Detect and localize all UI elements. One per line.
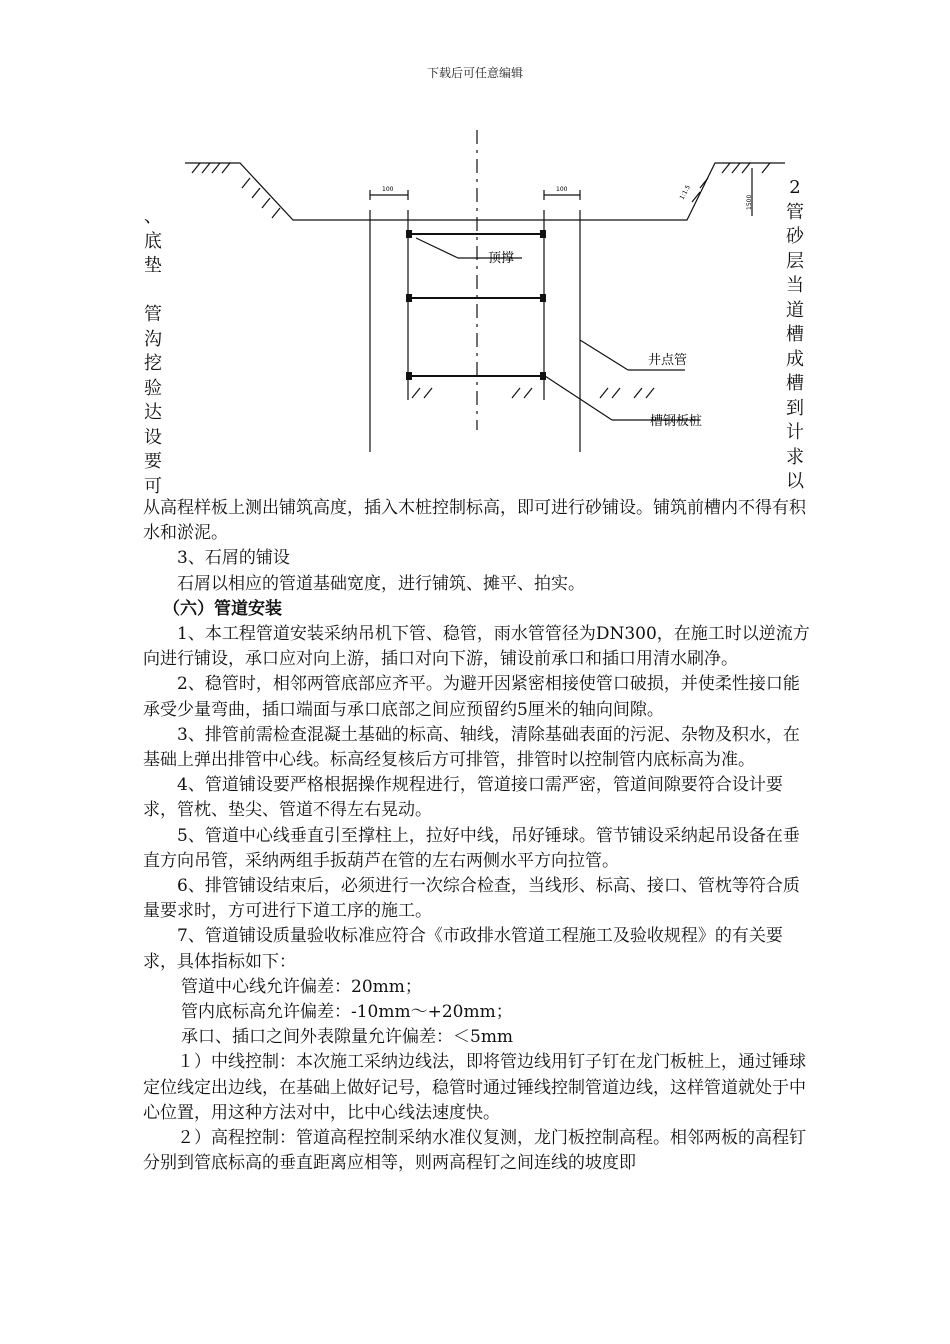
dim-left: 100 xyxy=(382,186,394,193)
ground-hatch-left xyxy=(192,163,280,218)
paragraph: １）中线控制：本次施工采纳边线法，即将管边线用钉子钉在龙门板桩上，通过锤球定位线定出边线，在基础上做好记号，稳管时通过锤线控制管道边线，这样管道就处于中心位置，用这种方法对中，比中心线法速度快。 xyxy=(143,1052,806,1123)
spec-item: 管道中心线允许偏差：20mm； xyxy=(181,976,422,997)
left-wrap-column: 、 底 垫 管 沟 挖 验 达 设 要 可 xyxy=(144,206,162,497)
dim-side: 1500 xyxy=(746,194,753,210)
paragraph: 3、排管前需检查混凝土基础的标高、轴线，清除基础表面的污泥、杂物及积水，在基础上弹出排管中心线。标高经复核后方可排管，排管时以控制管内底标高为准。 xyxy=(143,724,800,771)
slope-label: 1:1.5 xyxy=(678,184,692,201)
paragraph: 6、排管铺设结束后，必须进行一次综合检查，当线形、标高、接口、管枕等符合质量要求时，方可进行下道工序的施工。 xyxy=(143,876,800,922)
paragraph: 5、管道中心线垂直引至撑柱上，拉好中线，吊好锤球。管节铺设采纳起吊设备在垂直方向吊管，采纳两组手扳葫芦在管的左右两侧水平方向拉管。 xyxy=(143,825,800,871)
paragraph: 从高程样板上测出铺筑高度，插入木桩控制标高，即可进行砂铺设。铺筑前槽内不得有积水和淤泥。 xyxy=(143,498,806,544)
dim-right: 100 xyxy=(556,186,568,193)
paragraph: 7、管道铺设质量验收标准应符合《市政排水管道工程施工及验收规程》的有关要求，具体指标如下： xyxy=(143,926,783,972)
spec-item: 承口、插口之间外表隙量允许偏差：＜5mm xyxy=(181,1027,514,1048)
page-header-note: 下载后可任意编辑 xyxy=(426,66,523,80)
trench-profile xyxy=(185,163,785,220)
section-heading: （六）管道安装 xyxy=(163,598,282,619)
trench-diagram xyxy=(180,130,800,490)
spec-item: 管内底标高允许偏差：-10mm～+20mm； xyxy=(181,1002,513,1023)
section-heading: 3、石屑的铺设 xyxy=(177,548,290,569)
ground-hatch-right xyxy=(692,163,770,202)
label-sheetpile: 槽钢板桩 xyxy=(650,414,703,429)
paragraph: 石屑以相应的管道基础宽度，进行铺筑、摊平、拍实。 xyxy=(177,573,585,594)
label-wellpoint: 井点管 xyxy=(648,353,688,368)
paragraph: ２）高程控制：管道高程控制采纳水准仪复测，龙门板控制高程。相邻两板的高程钉分别到管底标高的垂直距离应相等，则两高程钉之间连线的坡度即 xyxy=(143,1128,806,1174)
paragraph: 1、本工程管道安装采纳吊机下管、稳管，雨水管管径为DN300，在施工时以逆流方向进行铺设，承口应对向上游，插口对向下游，铺设前承口和插口用清水刷净。 xyxy=(143,624,810,670)
label-brace: 顶撑 xyxy=(488,251,515,266)
document-body xyxy=(143,496,813,1176)
paragraph: 4、管道铺设要严格根据操作规程进行，管道接口需严密，管道间隙要符合设计要求，管枕、垫尖、管道不得左右晃动。 xyxy=(143,775,783,821)
right-wrap-column: 2 管 砂 层 当 道 槽 成 槽 到 计 求 以 xyxy=(786,177,804,492)
paragraph: 2、稳管时，相邻两管底部应齐平。为避开因紧密相接使管口破损，并使柔性接口能承受少量弯曲，插口端面与承口底部之间应预留约5厘米的轴向间隙。 xyxy=(143,674,800,720)
